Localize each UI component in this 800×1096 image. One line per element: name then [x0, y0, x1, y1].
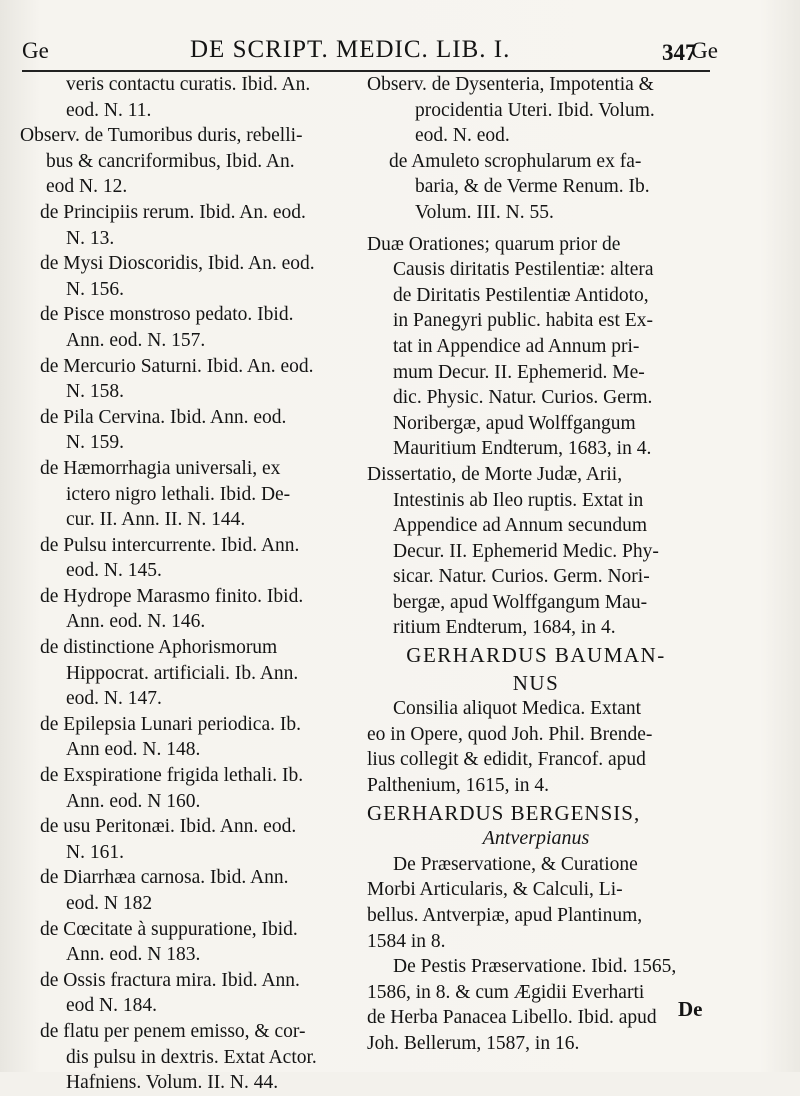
entry-line: eod N. 12.: [46, 176, 128, 198]
running-header: [22, 34, 718, 72]
author-heading-bauman: GERHARDUS BAUMAN-: [406, 643, 666, 668]
entry-line: De Pestis Præservatione. Ibid. 1565,: [393, 956, 677, 978]
entry-line: de Mercurio Saturni. Ibid. An. eod.: [40, 355, 314, 377]
entry-line: in Panegyri public. habita est Ex-: [393, 310, 653, 332]
page-number: 347: [662, 40, 697, 65]
entry-line: de Diritatis Pestilentiæ Antidoto,: [393, 284, 649, 306]
entry-line: de Hæmorrhagia universali, ex: [40, 457, 281, 479]
bibliography-entry: [367, 954, 705, 1056]
entry-line: Ann. eod. N 183.: [66, 944, 201, 966]
bibliography-entry: [20, 200, 350, 251]
entry-line: de Hydrope Marasmo finito. Ibid.: [40, 585, 304, 607]
entry-line: baria, & de Verme Renum. Ib.: [415, 176, 650, 198]
entry-line: Ann. eod. N 160.: [66, 790, 201, 812]
entry-line: N. 158.: [66, 381, 124, 403]
bibliography-entry: [20, 635, 350, 712]
entry-line: Ann. eod. N. 157.: [66, 329, 206, 351]
bibliography-entry: [367, 462, 705, 641]
right-column: [367, 72, 705, 1057]
bibliography-entry: [20, 123, 350, 200]
author-origin: Antverpianus: [482, 827, 590, 850]
entry-line: Appendice ad Annum secundum: [393, 515, 647, 537]
entry-line: Noribergæ, apud Wolffgangum: [393, 412, 636, 434]
entry-line: de Pulsu intercurrente. Ibid. Ann.: [40, 534, 300, 556]
entry-line: lius collegit & edidit, Francof. apud: [367, 749, 646, 771]
entry-line: veris contactu curatis. Ibid. An.: [66, 74, 311, 95]
entry-line: N. 13.: [66, 227, 115, 249]
bibliography-entry: [20, 405, 350, 456]
entry-line: eod. N. 147.: [66, 688, 162, 710]
entry-line: Morbi Articularis, & Calculi, Li-: [367, 879, 623, 901]
entry-line: de Diarrhæa carnosa. Ibid. Ann.: [40, 867, 289, 889]
entry-line: dic. Physic. Natur. Curios. Germ.: [393, 387, 653, 409]
bibliography-entry: [367, 696, 705, 798]
entry-line: Ann eod. N. 148.: [66, 739, 201, 761]
bibliography-entry: [367, 232, 705, 462]
bibliography-entry: [20, 968, 350, 1019]
entry-line: Hafniens. Volum. II. N. 44.: [66, 1072, 279, 1094]
entry-line: eo in Opere, quod Joh. Phil. Brende-: [367, 723, 653, 745]
bibliography-entry: [20, 354, 350, 405]
entry-line: de flatu per penem emisso, & cor-: [40, 1020, 306, 1042]
header-left-guide: Ge: [22, 38, 49, 63]
bibliography-entry: [20, 917, 350, 968]
bibliography-entry: [20, 251, 350, 302]
bibliography-entry: [20, 302, 350, 353]
entry-line: Causis diritatis Pestilentiæ: altera: [393, 259, 654, 281]
entry-line: bellus. Antverpiæ, apud Plantinum,: [367, 905, 643, 926]
entry-line: de usu Peritonæi. Ibid. Ann. eod.: [40, 816, 297, 838]
author-heading-bauman-cont: NUS: [512, 670, 560, 695]
entry-line: De Præservatione, & Curatione: [393, 853, 638, 875]
entry-line: bus & cancriformibus, Ibid. An.: [46, 150, 295, 172]
bibliography-entry: [367, 149, 705, 226]
entry-line: Intestinis ab Ileo ruptis. Extat in: [393, 489, 644, 511]
bibliography-entry: [20, 865, 350, 916]
entry-line: Ann. eod. N. 146.: [66, 611, 206, 633]
entry-line: eod. N 182: [66, 893, 153, 914]
entry-line: Consilia aliquot Medica. Extant: [393, 698, 642, 720]
entry-line: 1586, in 8. & cum Ægidii Everharti: [367, 981, 645, 1003]
bibliography-entry: [20, 763, 350, 814]
entry-line: Mauritium Endterum, 1683, in 4.: [393, 438, 652, 460]
entry-line: de Mysi Dioscoridis, Ibid. An. eod.: [40, 253, 315, 275]
entry-line: N. 161.: [66, 841, 124, 863]
entry-line: Joh. Bellerum, 1587, in 16.: [367, 1032, 580, 1054]
entry-line: Hippocrat. artificiali. Ib. Ann.: [66, 662, 299, 684]
entry-line: de Ossis fractura mira. Ibid. Ann.: [40, 969, 300, 991]
entry-line: ictero nigro lethali. Ibid. De-: [66, 483, 291, 505]
bibliography-entry: [20, 584, 350, 635]
bibliography-entry: [367, 72, 705, 149]
bibliography-entry: [20, 1019, 350, 1096]
entry-line: 1584 in 8.: [367, 930, 446, 952]
entry-line: de Epilepsia Lunari periodica. Ib.: [40, 713, 301, 735]
entry-line: sicar. Natur. Curios. Germ. Nori-: [393, 566, 650, 588]
left-column: [20, 72, 350, 1096]
entry-line: Volum. III. N. 55.: [415, 201, 554, 223]
entry-line: procidentia Uteri. Ibid. Volum.: [415, 99, 655, 121]
entry-line: de Herba Panacea Libello. Ibid. apud: [367, 1007, 657, 1029]
header-title: DE SCRIPT. MEDIC. LIB. I.: [190, 36, 511, 63]
entry-line: cur. II. Ann. II. N. 144.: [66, 509, 246, 531]
entry-line: eod. N. 145.: [66, 560, 162, 582]
entry-line: Palthenium, 1615, in 4.: [367, 775, 549, 797]
entry-line: Dissertatio, de Morte Judæ, Arii,: [367, 463, 623, 485]
entry-line: de Cœcitate à suppuratione, Ibid.: [40, 918, 298, 940]
entry-line: mum Decur. II. Ephemerid. Me-: [393, 361, 645, 383]
entry-line: de Pila Cervina. Ibid. Ann. eod.: [40, 406, 287, 428]
entry-line: de Exspiratione frigida lethali. Ib.: [40, 765, 304, 787]
entry-line: N. 159.: [66, 432, 124, 454]
entry-line: tat in Appendice ad Annum pri-: [393, 335, 640, 357]
entry-line: N. 156.: [66, 278, 124, 300]
entry-line: Observ. de Dysenteria, Impotentia &: [367, 74, 654, 95]
entry-line: eod N. 184.: [66, 995, 157, 1017]
bibliography-entry: [367, 852, 705, 954]
entry-line: eod. N. eod.: [415, 125, 510, 147]
entry-line: Duæ Orationes; quarum prior de: [367, 233, 621, 255]
entry-line: de Amuleto scrophularum ex fa-: [389, 150, 642, 172]
entry-line: de distinctione Aphorismorum: [40, 637, 278, 659]
entry-line: eod. N. 11.: [66, 99, 152, 121]
bibliography-entry: [20, 72, 350, 123]
header-right-guide: Ge: [691, 38, 718, 63]
entry-line: de Principiis rerum. Ibid. An. eod.: [40, 201, 306, 223]
entry-line: ritium Endterum, 1684, in 4.: [393, 617, 616, 639]
bibliography-entry: [20, 456, 350, 533]
bibliography-entry: [20, 712, 350, 763]
bibliography-entry: [20, 533, 350, 584]
author-heading-bergensis: GERHARDUS BERGENSIS,: [367, 800, 641, 825]
bibliography-entry: [20, 814, 350, 865]
entry-line: bergæ, apud Wolffgangum Mau-: [393, 591, 648, 613]
entry-line: Decur. II. Ephemerid Medic. Phy-: [393, 540, 659, 562]
entry-line: Observ. de Tumoribus duris, rebelli-: [20, 125, 303, 147]
entry-line: dis pulsu in dextris. Extat Actor.: [66, 1046, 317, 1068]
catchword: De: [678, 997, 703, 1021]
entry-line: de Pisce monstroso pedato. Ibid.: [40, 304, 294, 326]
